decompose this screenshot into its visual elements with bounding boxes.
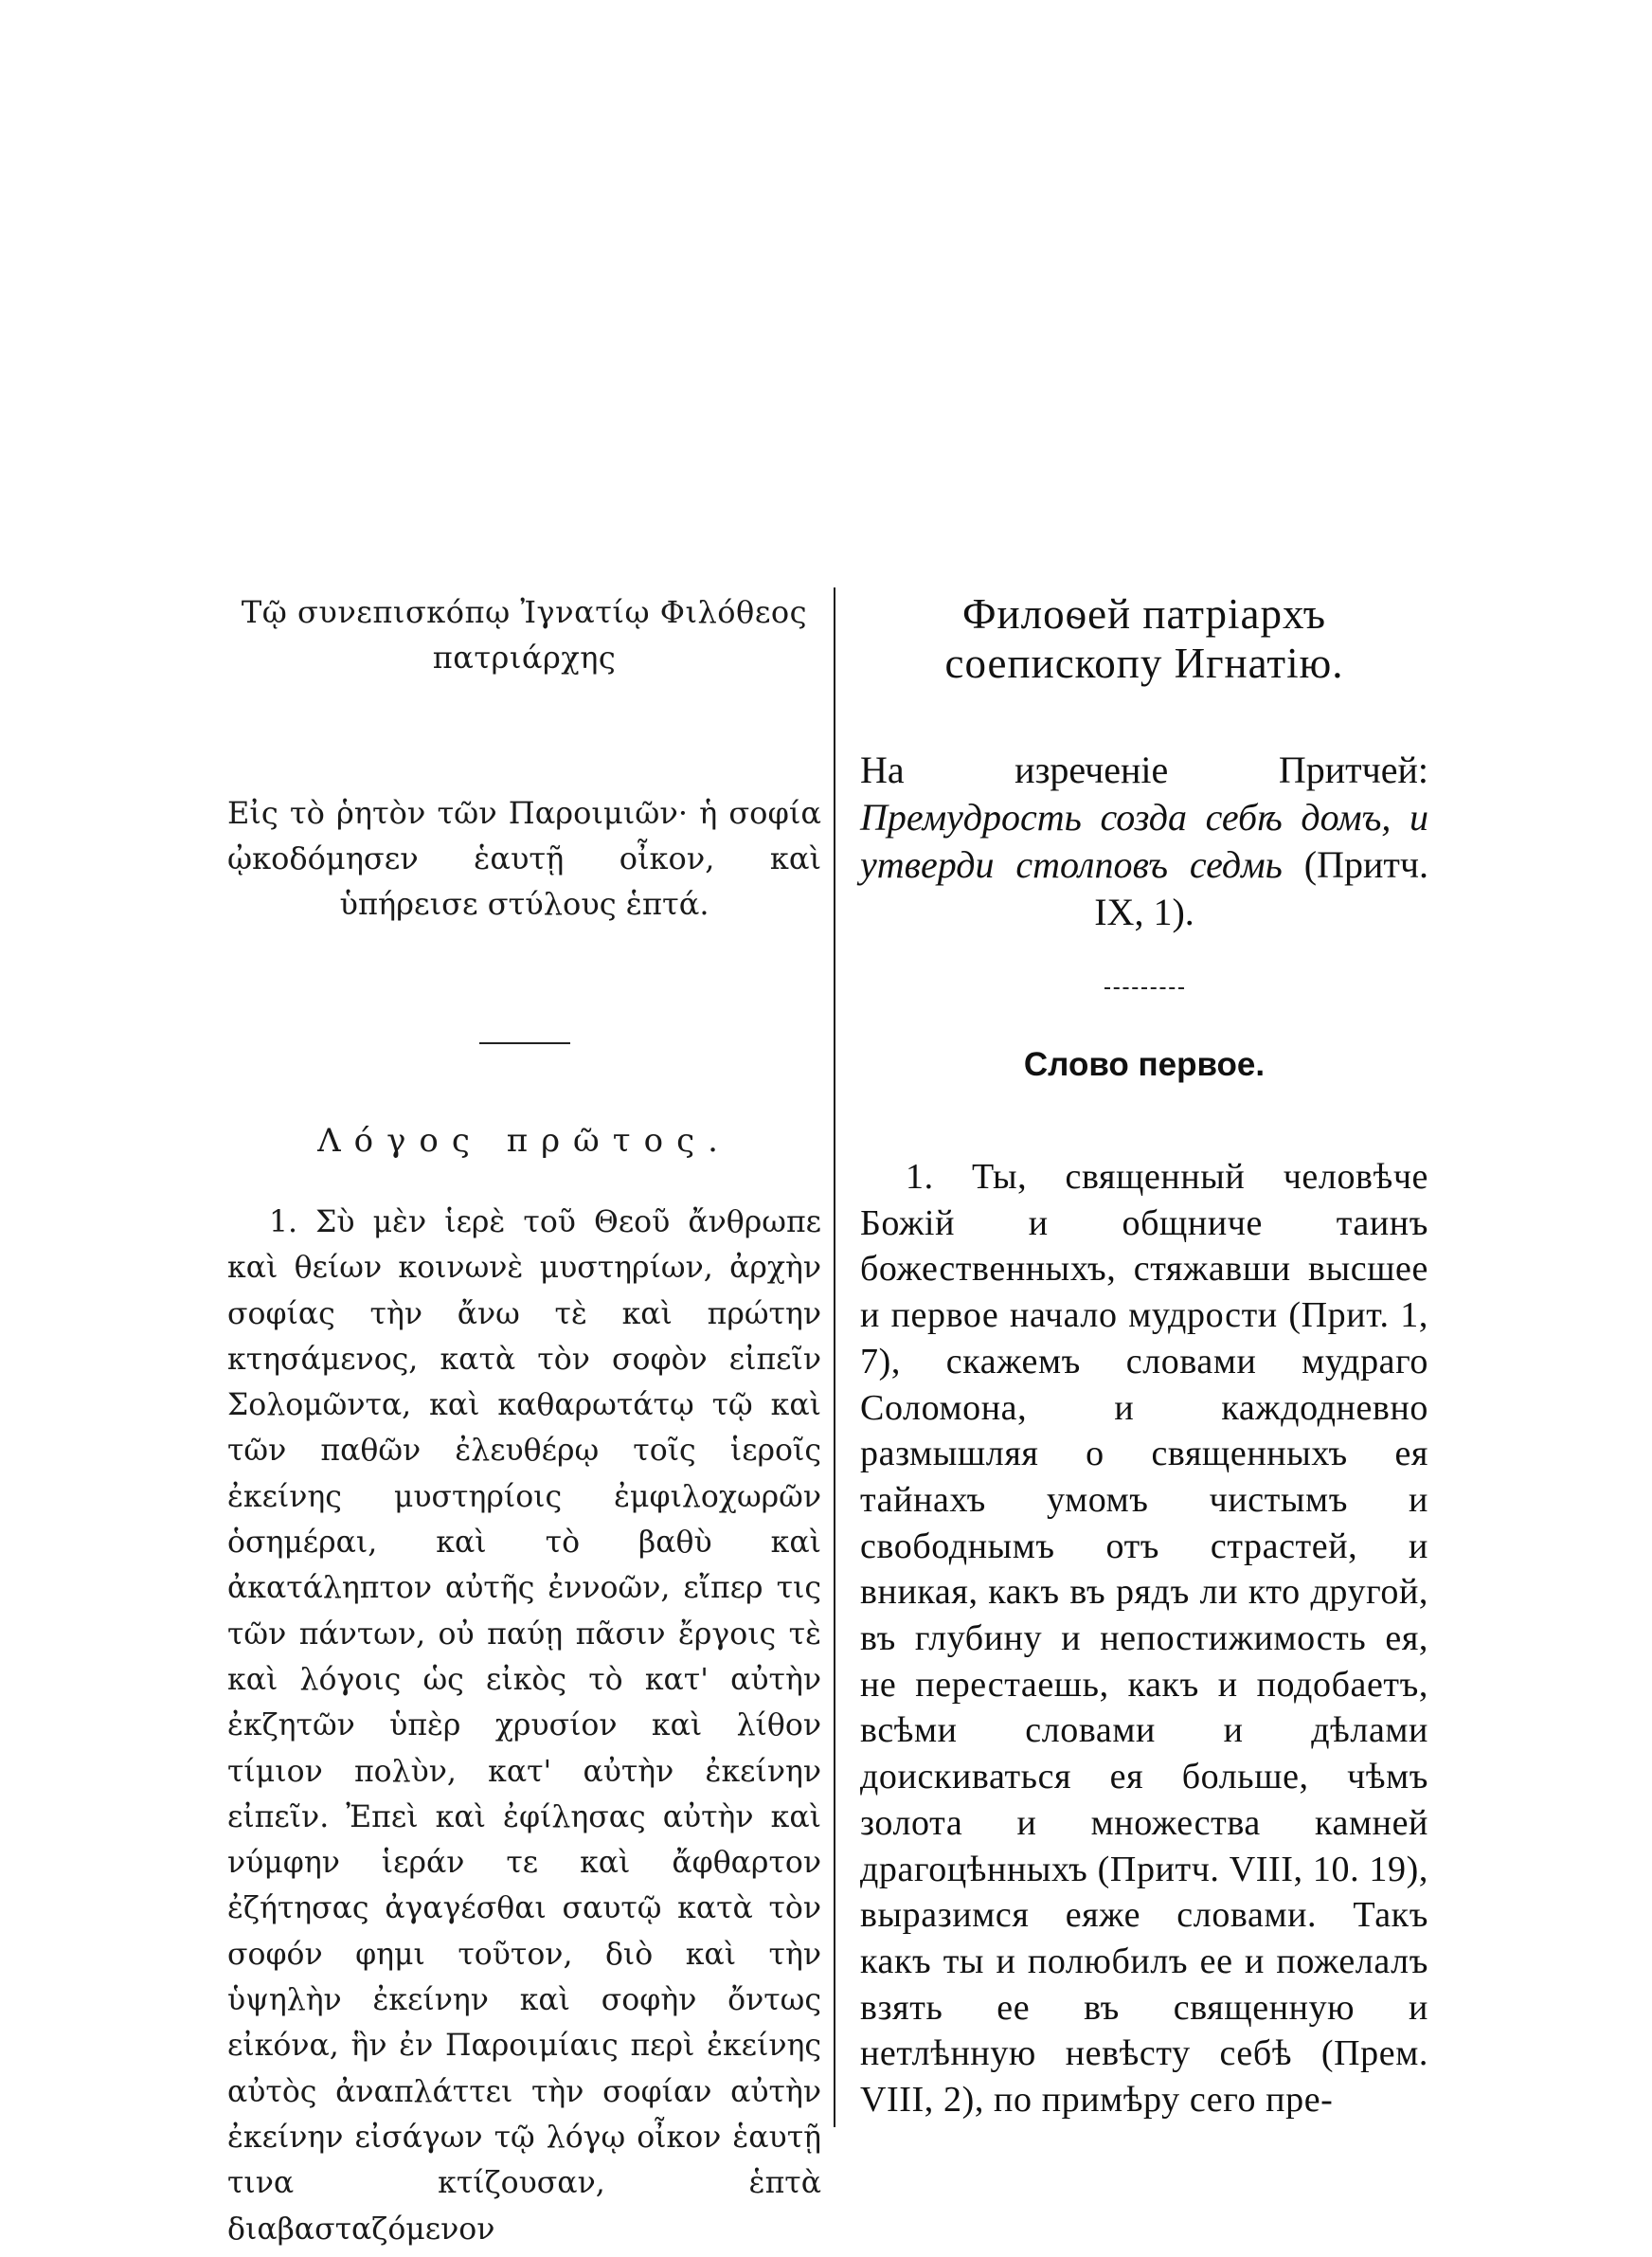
greek-subtitle: Εἰς τὸ ῥητὸν τῶν Παροιμιῶν· ἡ σοφία ᾠκοδόμησεν ἑαυτῇ οἶκον, καὶ ὑπήρεισε στύλους ἑπτά. [227,795,821,922]
greek-rule [479,1042,570,1044]
greek-column [227,589,821,2252]
russian-rule [1104,987,1184,989]
russian-column [860,589,1428,2123]
russian-subtitle-quote: Премудрость созда себѣ домъ, и утверди столповъ седмь [860,796,1428,886]
russian-subtitle-ref: (Притч. IX, 1). [1094,843,1428,933]
russian-body: 1. Ты, священный человѣче Божій и общниче таинъ божественныхъ, стяжавши высшее и первое начало мудрости (Прит. 1, 7), скажемъ словами мудраго Соломона, и каждодневно размышляя о священныхъ ея тайнахъ умомъ чистымъ и свободнымъ отъ страстей, и вникая, какъ въ рядъ ли кто другой, въ глубину и непостижимость ея, не перестаешь, какъ и подобаетъ, всѣми словами и дѣлами доискиваться ея больше, чѣмъ золота и множества камней драгоцѣнныхъ (Притч. VIII, 10. 19), выразимся еяже словами. Такъ какъ ты и полюбилъ ее и пожелалъ взять ее въ священную и нетлѣнную невѣсту себѣ (Прем. VIII, 2), по примѣру сего пре- [860,1157,1428,2121]
greek-title: Τῷ συνεπισκόπῳ Ἰγνατίῳ Φιλόθεος πατριάρχης [241,594,808,676]
greek-body: 1. Σὺ μὲν ἱερὲ τοῦ Θεοῦ ἄνθρωπε καὶ θείων κοινωνὲ μυστηρίων, ἀρχὴν σοφίας τὴν ἄνω τὲ καὶ πρώτην κτησάμενος, κατὰ τὸν σοφὸν εἰπεῖν Σολομῶντα, καὶ καθαρωτάτῳ τῷ καὶ τῶν παθῶν ἐλευθέρῳ τοῖς ἱεροῖς ἐκείνης μυστηρίοις ἐμφιλοχωρῶν ὁσημέραι, καὶ τὸ βαθὺ καὶ ἀκατάληπτον αὐτῆς ἐννοῶν, εἴπερ τις τῶν πάντων, οὐ παύῃ πᾶσιν ἔργοις τὲ καὶ λόγοις ὡς εἰκὸς τὸ κατ' αὐτὴν ἐκζητῶν ὑπὲρ χρυσίον καὶ λίθον τίμιον πολὺν, κατ' αὐτὴν ἐκείνην εἰπεῖν. Ἐπεὶ καὶ ἐφίλησας αὐτὴν καὶ νύμφην ἱεράν τε καὶ ἄφθαρτον ἐζήτησας ἀγαγέσθαι σαυτῷ κατὰ τὸν σοφόν φημι τοῦτον, διὸ καὶ τὴν ὑψηλὴν ἐκείνην καὶ σοφὴν ὄντως εἰκόνα, ἣν ἐν Παροιμίαις περὶ ἐκείνης αὐτὸς ἀναπλάττει τὴν σοφίαν αὐτὴν ἐκείνην εἰσάγων τῷ λόγῳ οἶκον ἑαυτῇ τινα κτίζουσαν, ἑπτὰ διαβασταζόμενον [227,1205,821,2247]
russian-title: Филоѳей патріархъ соепископу Игнатію. [944,590,1344,687]
russian-subtitle [860,747,1428,936]
russian-heading: Слово первое. [1023,1046,1266,1083]
russian-subtitle-lead: На изреченіе Притчей: [860,749,1428,791]
column-divider [834,587,835,2127]
greek-heading: Λόγος πρῶτος. [317,1122,731,1160]
